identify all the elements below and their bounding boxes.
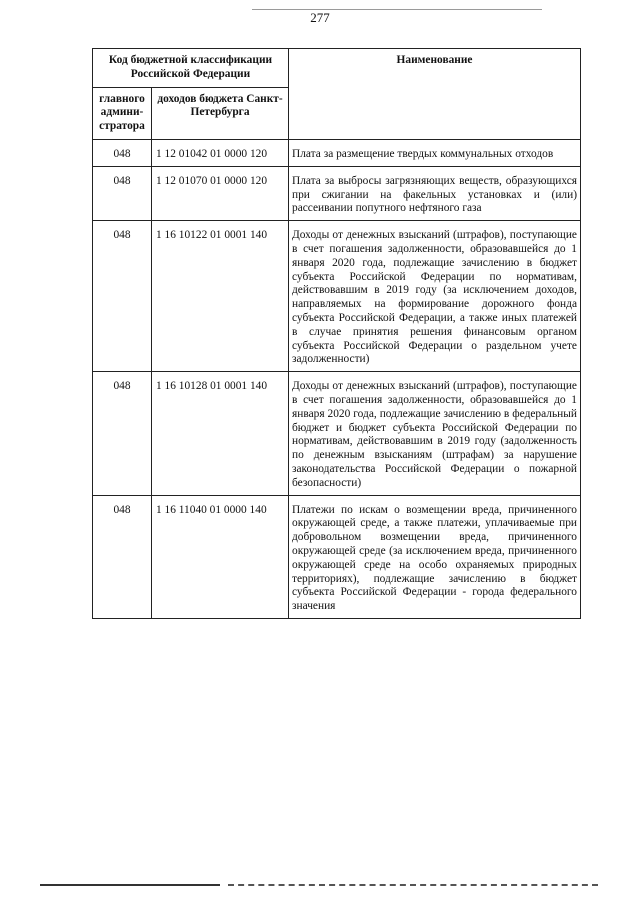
admin-code-cell: 048 bbox=[93, 372, 152, 495]
header-main-administrator: главного админи-стратора bbox=[93, 87, 152, 139]
revenue-name-cell: Доходы от денежных взысканий (штрафов), поступающие в счет погашения задолженности, образовавшейся до 1 января 2020 года, подлежащие зачислению в федеральный бюджет и бюджет субъекта Российской Федерации по нормативам, действовавшим в 2019 году (задолженность по денежным взысканиям (штрафам) за нарушение законодательства Российской Федерации о пожарной безопасности) bbox=[289, 372, 581, 495]
admin-code-cell: 048 bbox=[93, 495, 152, 618]
table-row bbox=[93, 166, 581, 220]
revenue-code-cell: 1 16 10128 01 0001 140 bbox=[152, 372, 289, 495]
table-row bbox=[93, 221, 581, 372]
admin-code-cell: 048 bbox=[93, 139, 152, 166]
footer-scan-line-dashed bbox=[228, 884, 598, 886]
header-revenue-code: доходов бюджета Санкт-Петербурга bbox=[152, 87, 289, 139]
revenue-code-cell: 1 12 01070 01 0000 120 bbox=[152, 166, 289, 220]
revenue-name-cell: Плата за выбросы загрязняющих веществ, образующихся при сжигании на факельных установках и (или) рассеивании попутного нефтяного газа bbox=[289, 166, 581, 220]
revenue-name-cell: Платежи по искам о возмещении вреда, причиненного окружающей среде, а также платежи, уплачиваемые при добровольном возмещении вреда, причиненного окружающей среде (за исключением вреда, причиненного окружающей среде на особо охраняемых природных территориях), подлежащие зачислению в бюджет субъекта Российской Федерации - города федерального значения bbox=[289, 495, 581, 618]
revenue-name-cell: Доходы от денежных взысканий (штрафов), поступающие в счет погашения задолженности, образовавшейся до 1 января 2020 года, подлежащие зачислению в бюджет субъекта Российской Федерации по нормативам, действовавшим в 2019 году (за исключением доходов, направляемых на формирование дорожного фонда субъекта Российской Федерации, а также иных платежей в случае принятия решения финансовым органом субъекта Российской Федерации о раздельном учете задолженности) bbox=[289, 221, 581, 372]
revenue-code-cell: 1 12 01042 01 0000 120 bbox=[152, 139, 289, 166]
admin-code-cell: 048 bbox=[93, 221, 152, 372]
table-row bbox=[93, 139, 581, 166]
revenue-code-cell: 1 16 11040 01 0000 140 bbox=[152, 495, 289, 618]
table-row bbox=[93, 495, 581, 618]
admin-code-cell: 048 bbox=[93, 166, 152, 220]
budget-classification-table bbox=[92, 48, 581, 619]
header-budget-code-group: Код бюджетной классификации Российской Федерации bbox=[93, 49, 289, 88]
header-name: Наименование bbox=[289, 49, 581, 140]
page-number: 277 bbox=[310, 10, 330, 25]
table-row bbox=[93, 372, 581, 495]
revenue-code-cell: 1 16 10122 01 0001 140 bbox=[152, 221, 289, 372]
table-header-row bbox=[93, 49, 581, 88]
footer-scan-line bbox=[40, 884, 220, 886]
revenue-name-cell: Плата за размещение твердых коммунальных отходов bbox=[289, 139, 581, 166]
